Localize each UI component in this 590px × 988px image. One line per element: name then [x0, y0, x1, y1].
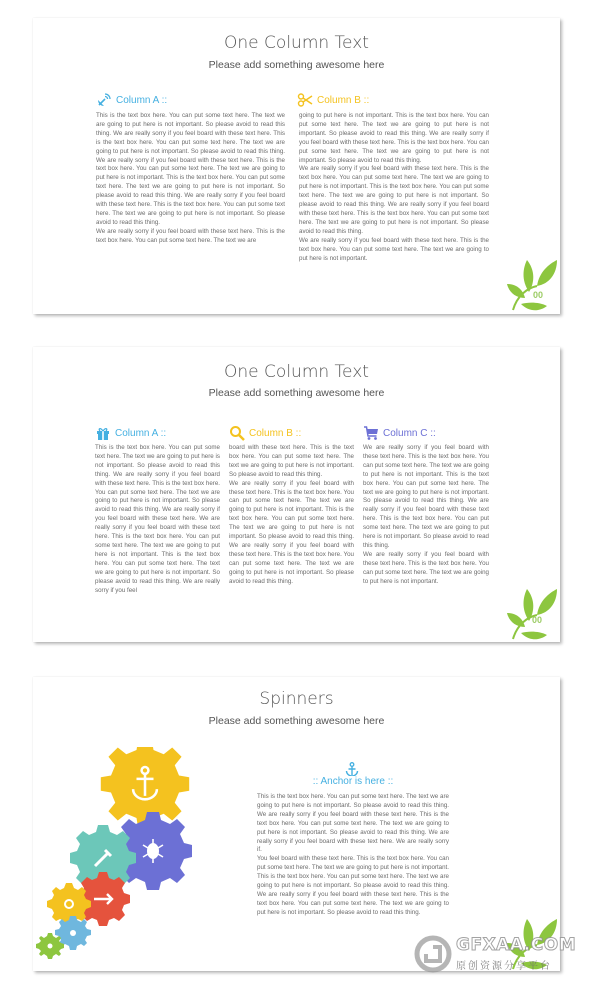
slide-one-column-two-cols [33, 18, 560, 314]
slide-spinners [33, 677, 560, 971]
paragraph: This is the text box here. You can put some text here. The text we are going to put here is not important. So please avoid to read this thing. We are really sorry if you feel board with these text here. This is the text box here. You can put some text here. The text we are going to put here is not important. So please avoid to read this thing. We are really sorry if you feel board with these text here. We are really sorry if. [257, 793, 449, 854]
watermark-tagline: 原创资源分享平台 [456, 961, 552, 972]
watermark-logo-icon [414, 935, 452, 973]
column-c-title: Column C :: [383, 427, 436, 439]
paragraph: We are really sorry if you feel board with these text here. This is the text box here. You can put some text here. The text we are going to put here is not important. This is the text box here. You can put some text here. The text we are going to put here is not important. So please avoid to read this thing. We are really sorry if you feel board with these text here. This is the text box here. You can put some text here. The text we are going to put here is not important. So please avoid to read this thing. [299, 165, 489, 235]
scissors-icon [297, 92, 313, 108]
slide-title: One Column Text [224, 362, 369, 382]
small-green-gear-icon [36, 933, 64, 959]
paragraph: This is the text box here. You can put some text here. The text we are going to put here is not important. So please avoid to read this thing. We are really sorry if you feel board with these text here. This is the text box here. You can put some text here. The text we are going to put here is not important. So please avoid to read this thing. We are really sorry if you feel board with these text here. This is the text box here. You can put some text here. The text we are going to put here is not important. This is the text box here. You can put some text here. The text we are going to put here is not important. So please avoid to read this thing. We are really sorry if you feel board with these text here. This is the text box here. You can put some text here. The text we are going to put here is not important. So please avoid to read this thing. [96, 112, 285, 226]
column-b-text [229, 444, 354, 603]
column-a-text [95, 444, 220, 603]
column-a-heading [96, 92, 167, 108]
anchor-heading: :: Anchor is here :: [312, 776, 394, 787]
paragraph: You feel board with these text here. This is the text box here. You can put some text here. The text we are going to put here is not important. This is the text box here. You can put some text here. The text we are going to put here is not important. So please avoid to read this thing. We are really sorry if you feel board with these text here. This is the text box here. You can put some text here. The text we are going to put here is not important. So please avoid to read this thing. [257, 855, 449, 916]
column-b-title: Column B :: [317, 94, 370, 106]
column-a-title: Column A :: [116, 94, 168, 106]
gift-icon [95, 425, 111, 441]
slide-title: Spinners [259, 689, 334, 709]
watermark-name: GFXAA.COM [456, 935, 577, 955]
slide-subtitle: Please add something awesome here [208, 387, 385, 399]
column-b-text [299, 112, 489, 270]
paragraph: This is the text box here. You can put some text here. The text we are going to put here is not important. So please avoid to read this thing. We are really sorry if you feel board with these text here. This is the text box here. You can put some text here. The text we are going to put here is not important. So please avoid to read this thing. We are really sorry if you feel board with these text here. We are really sorry if you feel board with these text here. This is the text box here. You can put some text here. The text we are going to put here is not important. This is the text box here. You can put some text here. The text we are going to put here is not important. So please avoid to read this thing. We are really sorry if you feel [95, 444, 220, 594]
shopping-cart-icon [363, 425, 379, 441]
paragraph: We are really sorry if you feel board with these text here. This is the text box here. You can put some text here. The text we are going to put here is not important. [363, 550, 489, 585]
column-a-title: Column A :: [115, 427, 167, 439]
gears-illustration [33, 747, 193, 967]
page-number: 00 [532, 615, 543, 625]
slide-subtitle: Please add something awesome here [208, 59, 385, 71]
paragraph: going to put here is not important. This is the text box here. You can put some text here. The text we are going to put here is not important. So please avoid to read this thing. We are really sorry if you feel board with these text here. This is the text box here. You can put some text here. The text we are going to put here is not important. So please avoid to read this thing. [299, 112, 489, 164]
page-number: 00 [533, 290, 544, 300]
paragraph: We are really sorry if you feel board with these text here. This is the text box here. You can put some text here. The text we are going to put here is not important. [299, 236, 489, 262]
leaf-decoration-icon [507, 258, 559, 314]
column-b-title: Column B :: [249, 427, 302, 439]
column-c-text [363, 444, 489, 603]
column-b-heading [229, 425, 301, 441]
satellite-icon [96, 92, 112, 108]
column-a-text [96, 112, 285, 270]
column-b-heading [297, 92, 369, 108]
paragraph: We are really sorry if you feel board with these text here. This is the text box here. You can put some text here. The text we are [96, 227, 285, 244]
slide-title: One Column Text [224, 33, 369, 53]
paragraph: We are really sorry if you feel board with these text here. This is the text box here. You can put some text here. The text we are going to put here is not important. This is the text box here. You can put some text here. The text we are going to put here is not important. So please avoid to read this thing. We are really sorry if you feel board with these text here. This is the text box here. You can put some text here. The text we are going to put here is not important. So please avoid to read this thing. [229, 479, 354, 585]
paragraph: We are really sorry if you feel board with these text here. This is the text box here. You can put some text here. The text we are going to put here is not important. This is the text box here. You can put some text here. The text we are going to put here is not important. So please avoid to read this thing. We are really sorry if you feel board with these text here. This is the text box here. You can put some text here. The text we are going to put here is not important. So please avoid to read this thing. [363, 444, 489, 549]
column-a-heading [95, 425, 166, 441]
magnifier-icon [229, 425, 245, 441]
watermark [412, 933, 587, 977]
slide-one-column-three-cols [33, 347, 560, 642]
yellow-gear-icon [101, 747, 189, 828]
slide-subtitle: Please add something awesome here [208, 715, 385, 727]
paragraph: board with these text here. This is the text box here. You can put some text here. The text we are going to put here is not important. So please avoid to read this thing. [229, 444, 354, 478]
column-c-heading [363, 425, 436, 441]
